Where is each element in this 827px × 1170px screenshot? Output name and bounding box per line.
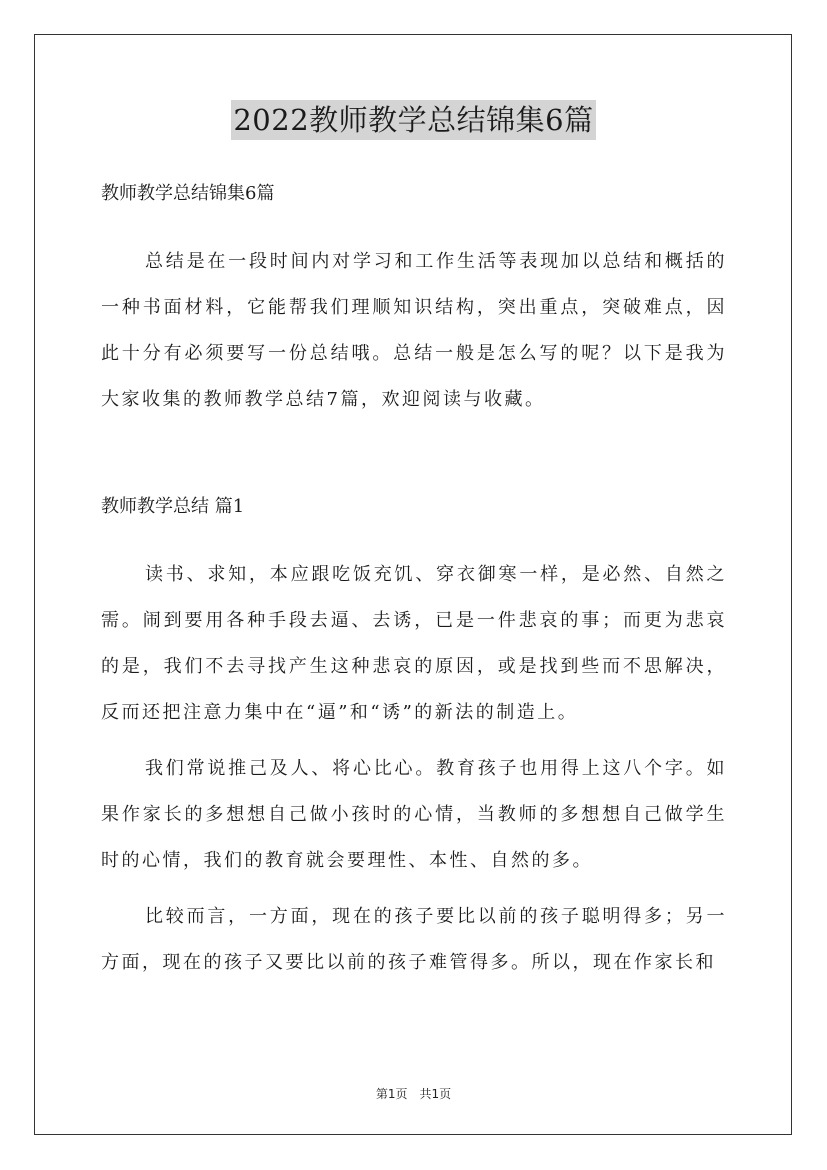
body-paragraph: 比较而言，一方面，现在的孩子要比以前的孩子聪明得多；另一方面，现在的孩子又要比以前的孩子难管得多。所以，现在作家长和	[101, 906, 727, 973]
title-container	[0, 100, 827, 140]
page-footer	[0, 1085, 827, 1102]
body-paragraph: 读书、求知，本应跟吃饭充饥、穿衣御寒一样，是必然、自然之需。闹到要用各种手段去逼、去诱，已是一件悲哀的事；而更为悲哀的是，我们不去寻找产生这种悲哀的原因，或是找到些而不思解决，反而还把注意力集中在“逼”和“诱”的新法的制造上。	[101, 564, 727, 723]
section-heading: 教师教学总结 篇1	[101, 496, 245, 517]
document-title: 2022教师教学总结锦集6篇	[231, 100, 595, 140]
document-subtitle: 教师教学总结锦集6篇	[101, 183, 275, 204]
page-number: 第1页	[375, 1087, 408, 1101]
body-paragraph: 我们常说推己及人、将心比心。教育孩子也用得上这八个字。如果作家长的多想想自己做小孩时的心情，当教师的多想想自己做学生时的心情，我们的教育就会要理性、本性、自然的多。	[101, 758, 727, 871]
document-body	[101, 176, 727, 986]
intro-paragraph: 总结是在一段时间内对学习和工作生活等表现加以总结和概括的一种书面材料，它能帮我们理顺知识结构，突出重点，突破难点，因此十分有必须要写一份总结哦。总结一般是怎么写的呢？以下是我为大家收集的教师教学总结7篇，欢迎阅读与收藏。	[101, 251, 727, 410]
total-pages: 共1页	[419, 1087, 452, 1101]
